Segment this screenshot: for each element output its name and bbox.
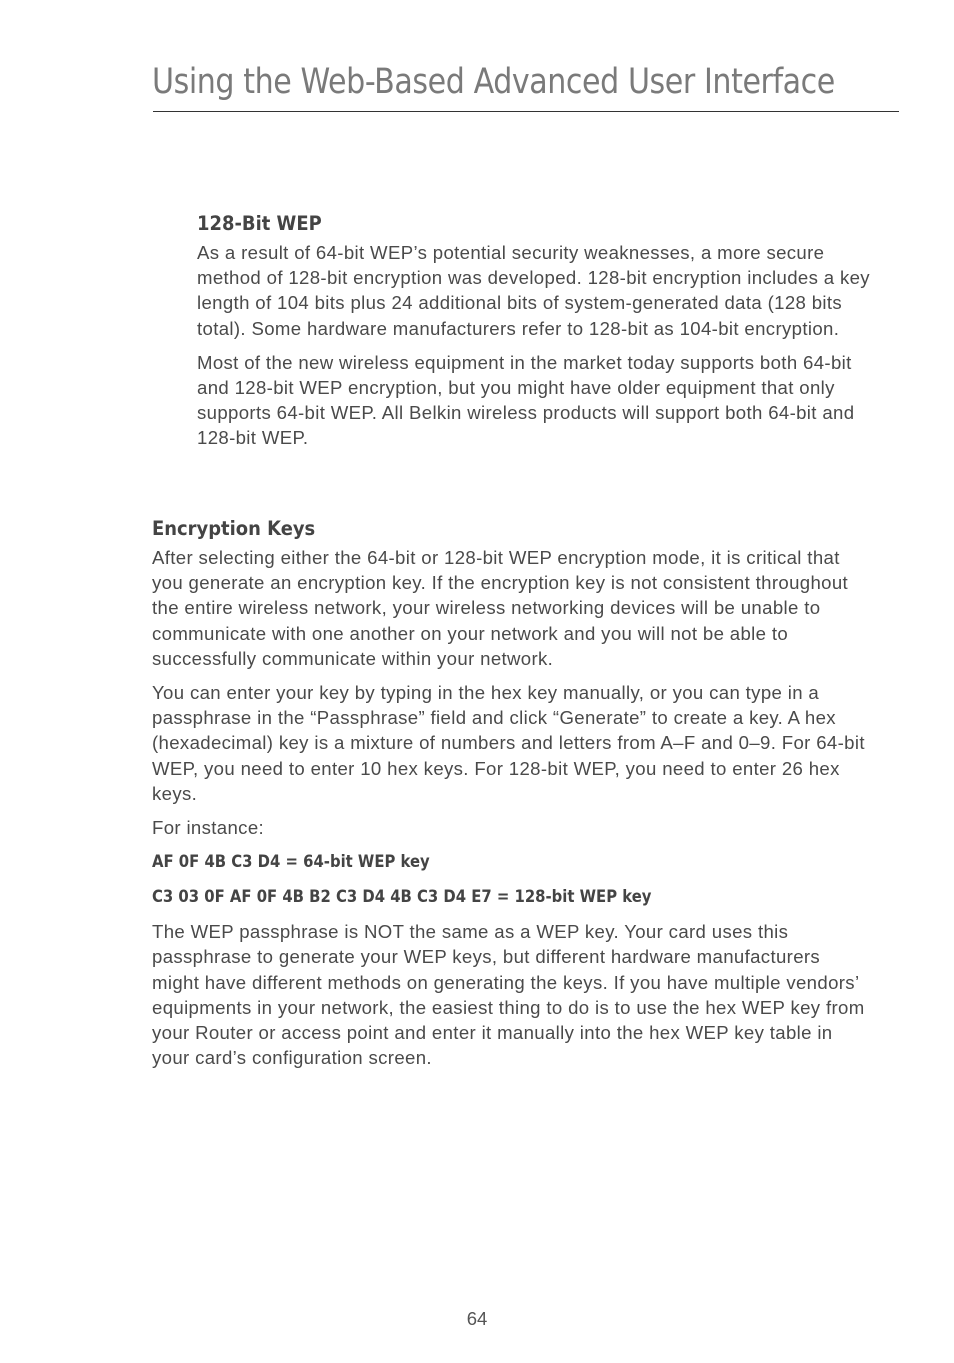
paragraph-128-bit-intro: As a result of 64-bit WEP’s potential security weaknesses, a more secure method of 128-bit encryption was developed. 128-bit encryption includes a key length of 104 bits plus 24 additional bits of system-generated data (128 bits total). Some hardware manufacturers refer to 128-bit as 104-bit encryption. xyxy=(197,242,870,339)
paragraph-passphrase-note: The WEP passphrase is NOT the same as a WEP key. Your card uses this passphrase to generate your WEP keys, but different hardware manufacturers might have different methods on generating the keys. If you have multiple vendors’ equipments in your network, the easiest thing to do is to use the hex WEP key from your Router or access point and enter it manually into the hex WEP key table in your card’s configuration screen. xyxy=(152,921,865,1069)
paragraph-key-entry: You can enter your key by typing in the hex key manually, or you can type in a passphrase in the “Passphrase” field and click “Generate” to create a key. A hex (hexadecimal) key is a mixture of numbers and letters from A–F and 0–9. For 64-bit WEP, you need to enter 10 hex keys. For 128-bit WEP, you need to enter 26 hex keys. xyxy=(152,682,865,804)
section-heading-encryption-keys: Encryption Keys xyxy=(152,517,316,540)
section-128-bit-wep xyxy=(197,211,877,460)
paragraph-128-bit-support: Most of the new wireless equipment in the market today supports both 64-bit and 128-bit WEP encryption, but you might have older equipment that only supports 64-bit WEP. All Belkin wireless products will support both 64-bit and 128-bit WEP. xyxy=(197,351,855,449)
page-number: 64 xyxy=(466,1308,488,1329)
section-heading-128-bit-wep: 128-Bit WEP xyxy=(197,212,322,235)
section-encryption-keys xyxy=(152,516,872,1079)
example-128-bit-key: C3 03 0F AF 0F 4B B2 C3 D4 4B C3 D4 E7 = 128-bit WEP key xyxy=(152,887,652,907)
example-64-bit-key: AF 0F 4B C3 D4 = 64-bit WEP key xyxy=(152,852,430,872)
page-title: Using the Web-Based Advanced User Interface xyxy=(152,62,835,102)
paragraph-key-importance: After selecting either the 64-bit or 128-bit WEP encryption mode, it is critical that you generate an encryption key. If the encryption key is not consistent throughout the entire wireless network, your wireless networking devices will be unable to communicate with one another on your network and you will not be able to successfully communicate within your network. xyxy=(152,547,849,669)
paragraph-for-instance: For instance: xyxy=(152,817,265,839)
title-divider xyxy=(153,111,899,112)
